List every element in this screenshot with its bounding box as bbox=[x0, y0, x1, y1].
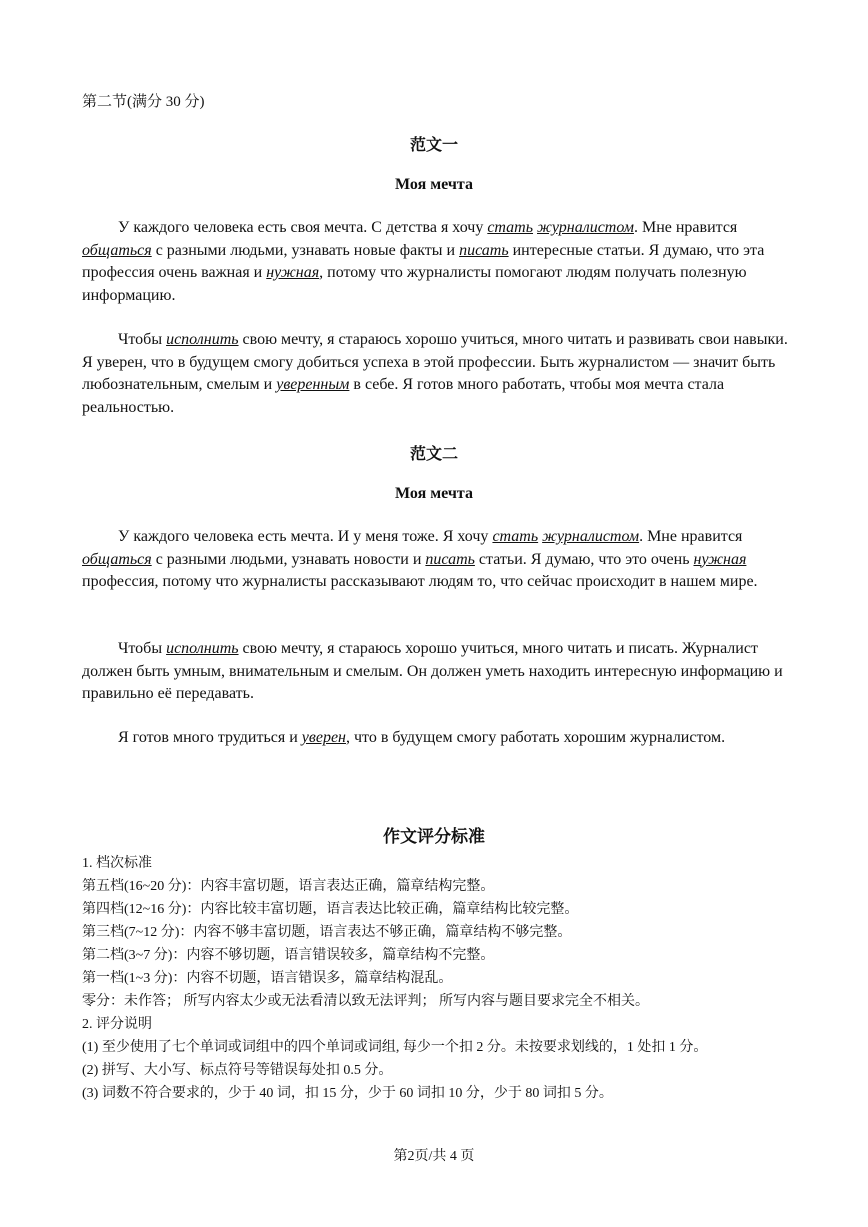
rubric-line: 第一档(1~3 分)：内容不切题，语言错误多，篇章结构混乱。 bbox=[82, 971, 453, 986]
underlined-word: уверенным bbox=[276, 376, 350, 393]
underlined-word: нужная bbox=[693, 550, 747, 568]
underlined-word: общаться bbox=[82, 241, 152, 259]
rubric-line: (1) 至少使用了七个单词或词组中的四个单词或词组, 每少一个扣 2 分。未按要求划线的，1 处扣 1 分。 bbox=[82, 1040, 708, 1055]
rubric-line: 第四档(12~16 分)：内容比较丰富切题，语言表达比较正确，篇章结构比较完整。 bbox=[82, 902, 579, 917]
essay2-label: 范文二 bbox=[409, 446, 458, 463]
essay1-paragraph-1: У каждого человека есть своя мечта. С детства я хочу стать журналистом. Мне нравится общаться с разными людьми, узнавать новые факты и писать интересные статьи. Я думаю, что эта профессия очень важная и нужная, потому что журналисты помогают людям получать полезную информацию. bbox=[82, 219, 765, 304]
essay2-paragraph-2: Чтобы исполнить свою мечту, я стараюсь хорошо учиться, много читать и писать. Журналист должен быть умным, внимательным и смелым. Он должен уметь находить интересную информацию и правильно её передавать. bbox=[82, 640, 783, 702]
underlined-word: журналистом bbox=[537, 219, 634, 236]
rubric-line: 第三档(7~12 分)：内容不够丰富切题，语言表达不够正确，篇章结构不够完整。 bbox=[82, 925, 572, 940]
underlined-word: писать bbox=[459, 241, 509, 259]
underlined-word: исполнить bbox=[166, 331, 239, 348]
underlined-word: писать bbox=[425, 550, 475, 568]
essay2-title: Моя мечта bbox=[395, 485, 473, 502]
underlined-word: уверен bbox=[301, 729, 346, 746]
rubric-line: 第五档(16~20 分)：内容丰富切题，语言表达正确，篇章结构完整。 bbox=[82, 879, 495, 894]
rubric-line: (3) 词数不符合要求的，少于 40 词，扣 15 分，少于 60 词扣 10 分，少于 80 词扣 5 分。 bbox=[82, 1086, 613, 1101]
underlined-word: общаться bbox=[82, 550, 152, 568]
essay2-paragraph-1: У каждого человека есть мечта. И у меня тоже. Я хочу стать журналистом. Мне нравится общаться с разными людьми, узнавать новости и писать статьи. Я думаю, что это очень нужная профессия, потому что журналисты рассказывают людям то, что сейчас происходит в нашем мире. bbox=[82, 528, 758, 590]
underlined-word: стать bbox=[492, 528, 539, 545]
essay1-label: 范文一 bbox=[409, 137, 458, 154]
rubric-line: (2) 拼写、大小写、标点符号等错误每处扣 0.5 分。 bbox=[82, 1063, 393, 1078]
rubric-line: 零分：未作答； 所写内容太少或无法看清以致无法评判； 所写内容与题目要求完全不相关。 bbox=[82, 994, 649, 1009]
underlined-word: журналистом bbox=[542, 528, 640, 545]
essay2-paragraph-3: Я готов много трудиться и уверен, что в будущем смогу работать хорошим журналистом. bbox=[118, 729, 726, 746]
underlined-word: нужная bbox=[266, 264, 320, 281]
page-number: 第2页/共 4 页 bbox=[393, 1149, 475, 1164]
rubric-line: 第二档(3~7 分)：内容不够切题，语言错误较多，篇章结构不完整。 bbox=[82, 948, 495, 963]
essay1-paragraph-2: Чтобы исполнить свою мечту, я стараюсь хорошо учиться, много читать и развивать свои навыки. Я уверен, что в будущем смогу добиться успеха в этой профессии. Быть журналистом — значит быть любознательным, смелым и уверенным в себе. Я готов много работать, чтобы моя мечта стала реальностью. bbox=[82, 331, 788, 416]
essay1-title: Моя мечта bbox=[395, 176, 473, 193]
section-header: 第二节(满分 30 分) bbox=[82, 94, 205, 110]
underlined-word: стать bbox=[487, 219, 534, 236]
underlined-word: исполнить bbox=[166, 640, 239, 657]
rubric-line: 2. 评分说明 bbox=[82, 1017, 152, 1032]
rubric-line: 1. 档次标准 bbox=[82, 856, 152, 871]
rubric-title: 作文评分标准 bbox=[383, 827, 485, 846]
